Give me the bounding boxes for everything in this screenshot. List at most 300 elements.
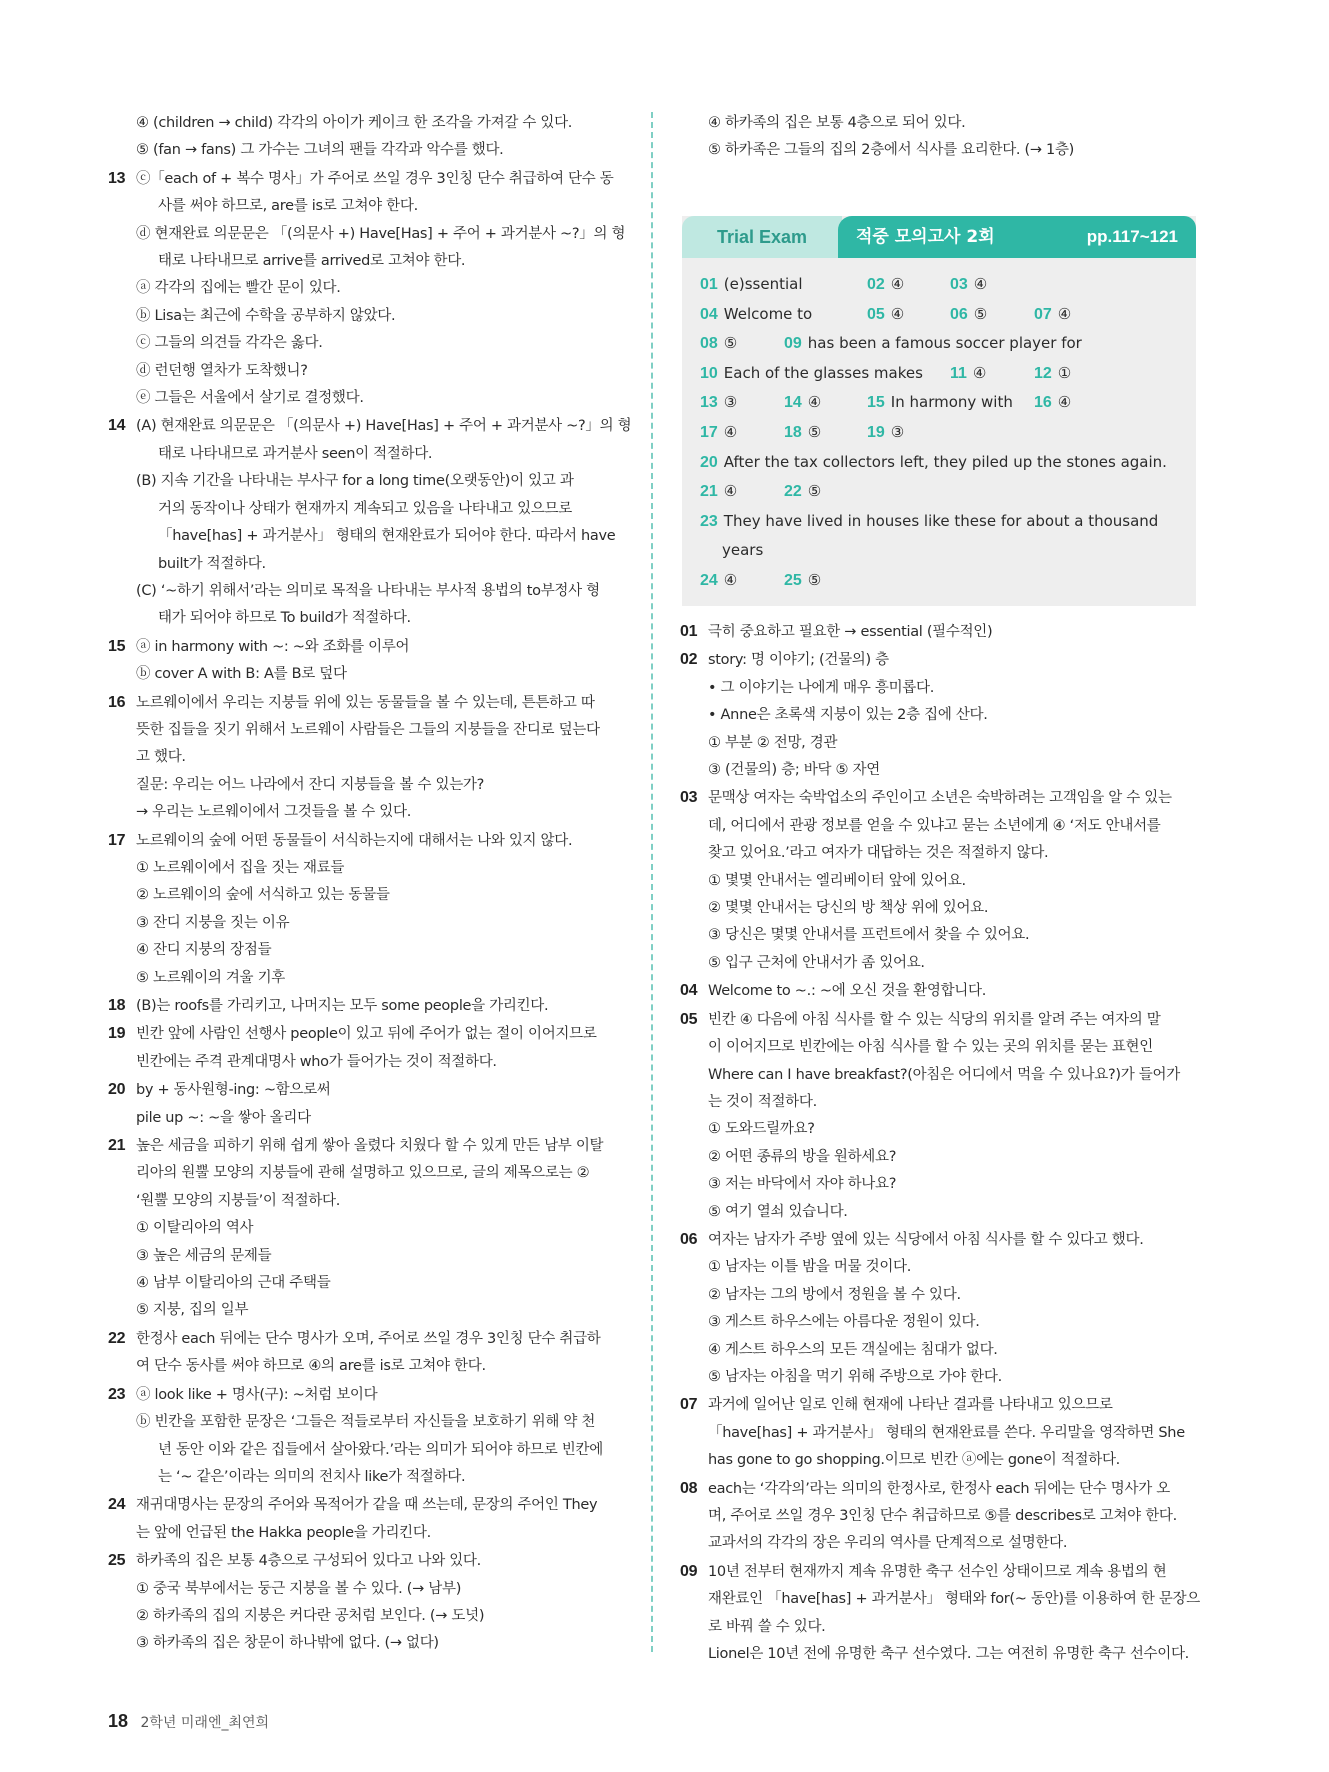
text-line bbox=[108, 799, 628, 826]
trial-exam-box bbox=[682, 216, 1196, 606]
line-text: 노르웨이의 숲에 어떤 동물들이 서식하는지에 대해서는 나와 있지 않다. bbox=[136, 832, 573, 849]
text-line bbox=[108, 1076, 628, 1104]
answer-number: 24 bbox=[700, 571, 718, 589]
answer-item bbox=[700, 536, 763, 566]
line-text: (B) 지속 기간을 나타내는 부사구 for a long time(오랫동안)이 있고 과 bbox=[136, 473, 574, 490]
answer-text: ④ bbox=[723, 422, 738, 441]
line-text: ‘원뿔 모양의 지붕들’이 적절하다. bbox=[136, 1192, 341, 1209]
text-line bbox=[108, 910, 628, 937]
answer-item bbox=[700, 507, 1158, 537]
text-line bbox=[680, 646, 1200, 674]
line-text: 재완료인 「have[has] + 과거분사」 형태와 for(~ 동안)를 이용하여 한 문장으 bbox=[708, 1591, 1201, 1608]
text-line bbox=[108, 1049, 628, 1076]
line-text: Where can I have breakfast?(아침은 어디에서 먹을 수 있나요?)가 들어가 bbox=[708, 1066, 1180, 1083]
line-text: ⑤ (fan → fans) 그 가수는 그녀의 팬들 각각과 악수를 했다. bbox=[136, 142, 504, 159]
answer-text: ④ bbox=[723, 570, 738, 589]
text-line bbox=[108, 1464, 628, 1491]
text-line bbox=[108, 689, 628, 717]
question-number: 18 bbox=[108, 997, 126, 1014]
line-text: ⓒ「each of + 복수 명사」가 주어로 쓰일 경우 3인칭 단수 취급하여 단수 동 bbox=[136, 170, 614, 187]
line-text: ⓐ look like + 명사(구): ~처럼 보이다 bbox=[136, 1386, 378, 1403]
text-line bbox=[108, 1630, 628, 1657]
answer-text: years bbox=[722, 541, 764, 560]
answer-text: ④ bbox=[972, 363, 987, 382]
answer-number: 20 bbox=[700, 453, 718, 471]
text-line bbox=[108, 855, 628, 882]
answer-item bbox=[784, 388, 821, 418]
line-text: 는 앞에 언급된 the Hakka people을 가리킨다. bbox=[136, 1524, 431, 1541]
question-number: 19 bbox=[108, 1025, 126, 1043]
line-text: 교과서의 각각의 장은 우리의 역사를 단계적으로 설명한다. bbox=[708, 1535, 1068, 1552]
line-text: (A) 현재완료 의문문은 「(의문사 +) Have[Has] + 주어 + 과거분사 ~?」의 형 bbox=[136, 418, 632, 435]
answer-text: ⑤ bbox=[807, 570, 822, 589]
text-line bbox=[108, 441, 628, 468]
line-text: 태로 나타내므로 과거분사 seen이 적절하다. bbox=[158, 445, 433, 462]
line-text: ① 몇몇 안내서는 엘리베이터 앞에 있어요. bbox=[708, 872, 966, 889]
line-text: 문맥상 여자는 숙박업소의 주인이고 소년은 숙박하려는 고객임을 알 수 있는 bbox=[708, 790, 1172, 807]
text-line bbox=[108, 1547, 628, 1575]
answer-number: 05 bbox=[867, 305, 885, 323]
line-text: Lionel은 10년 전에 유명한 축구 선수였다. 그는 여전히 유명한 축구 선수이다. bbox=[708, 1646, 1189, 1663]
text-line bbox=[680, 950, 1200, 977]
answer-item bbox=[700, 300, 812, 330]
line-text: ⑤ 하카족은 그들의 집의 2층에서 식사를 요리한다. (→ 1층) bbox=[708, 142, 1075, 159]
line-text: ⓒ 그들의 의견들 각각은 옳다. bbox=[136, 335, 323, 352]
text-line bbox=[108, 1105, 628, 1132]
line-text: ⓓ 현재완료 의문문은 「(의문사 +) Have[Has] + 주어 + 과거분사 ~?」의 형 bbox=[136, 225, 626, 242]
line-text: 이 이어지므로 빈칸에는 아침 식사를 할 수 있는 곳의 위치를 묻는 표현인 bbox=[708, 1039, 1153, 1056]
line-text: ⓑ Lisa는 최근에 수학을 공부하지 않았다. bbox=[136, 307, 396, 324]
line-text: ② 하카족의 집의 지붕은 커다란 공처럼 보인다. (→ 도넛) bbox=[136, 1607, 485, 1624]
line-text: ⓐ 각각의 집에는 빨간 문이 있다. bbox=[136, 280, 341, 297]
answer-item bbox=[700, 448, 1167, 478]
line-text: Welcome to ~.: ~에 오신 것을 환영합니다. bbox=[708, 983, 987, 1000]
answer-item bbox=[700, 566, 737, 596]
answer-number: 16 bbox=[1034, 394, 1052, 412]
text-line bbox=[108, 1188, 628, 1215]
text-line bbox=[108, 1491, 628, 1519]
text-line bbox=[108, 551, 628, 578]
line-text: ② 남자는 그의 방에서 정원을 볼 수 있다. bbox=[708, 1286, 961, 1303]
line-text: 며, 주어로 쓰일 경우 3인칭 단수 취급하므로 ⑤를 describes로 고쳐야 한다. bbox=[708, 1508, 1177, 1524]
answer-number: 25 bbox=[784, 571, 802, 589]
line-text: by + 동사원형-ing: ~함으로써 bbox=[136, 1082, 331, 1099]
answer-number: 07 bbox=[1034, 305, 1052, 323]
text-line bbox=[108, 1297, 628, 1324]
line-text: ① 남자는 이틀 밤을 머물 것이다. bbox=[708, 1259, 912, 1276]
text-line bbox=[680, 1254, 1200, 1281]
answer-row bbox=[700, 359, 1190, 389]
text-line bbox=[108, 827, 628, 855]
question-number: 09 bbox=[680, 1562, 698, 1580]
answer-number: 02 bbox=[867, 276, 885, 293]
line-text: 한정사 each 뒤에는 단수 명사가 오며, 주어로 쓰일 경우 3인칭 단수 취급하 bbox=[136, 1330, 601, 1347]
text-line bbox=[680, 110, 1074, 137]
question-number: 08 bbox=[680, 1479, 698, 1497]
answer-text: ④ bbox=[723, 482, 738, 501]
answer-text: ⑤ bbox=[973, 304, 988, 323]
answer-item bbox=[867, 300, 904, 330]
answer-row bbox=[700, 418, 1190, 448]
question-number: 20 bbox=[108, 1081, 126, 1099]
line-text: has gone to go shopping.이므로 빈칸 ⓐ에는 gone이 적절하다. bbox=[708, 1452, 1120, 1469]
line-text: ② 몇몇 안내서는 당신의 방 책상 위에 있어요. bbox=[708, 900, 989, 917]
answer-number: 10 bbox=[700, 364, 718, 382]
line-text: ③ 당신은 몇몇 안내서를 프런트에서 찾을 수 있어요. bbox=[708, 927, 1030, 944]
answer-text: ③ bbox=[890, 422, 905, 441]
line-text: ③ (건물의) 층; 바닥 ⑤ 자연 bbox=[708, 762, 880, 779]
answer-number: 04 bbox=[700, 305, 718, 323]
answer-number: 17 bbox=[700, 423, 718, 441]
line-text: 로 바꿔 쓸 수 있다. bbox=[708, 1618, 826, 1635]
trial-exam-tab: Trial Exam bbox=[682, 216, 842, 258]
answer-row bbox=[700, 388, 1190, 418]
text-line bbox=[680, 1586, 1200, 1613]
exam-title: 적중 모의고사 2회 bbox=[856, 227, 995, 247]
text-line bbox=[680, 618, 1200, 646]
text-line bbox=[108, 937, 628, 964]
answer-text: ④ bbox=[1057, 393, 1072, 412]
question-number: 16 bbox=[108, 693, 126, 711]
line-text: ③ 게스트 하우스에는 아름다운 정원이 있다. bbox=[708, 1314, 980, 1331]
line-text: → 우리는 노르웨이에서 그것들을 볼 수 있다. bbox=[136, 804, 412, 821]
line-text: 과거에 일어난 일로 인해 현재에 나타난 결과를 나타내고 있으므로 bbox=[708, 1397, 1113, 1414]
text-line bbox=[680, 1391, 1200, 1419]
answer-text: ④ bbox=[890, 275, 905, 293]
answer-text: Welcome to bbox=[723, 304, 813, 323]
text-line bbox=[680, 784, 1200, 812]
line-text: 찾고 있어요.’라고 여자가 대답하는 것은 적절하지 않다. bbox=[708, 845, 1049, 862]
text-line bbox=[108, 248, 628, 275]
text-line bbox=[108, 110, 628, 137]
line-text: 극히 중요하고 필요한 → essential (필수적인) bbox=[708, 624, 993, 640]
answer-item bbox=[784, 329, 1082, 359]
answer-row bbox=[700, 270, 1190, 300]
text-line bbox=[108, 303, 628, 330]
question-number: 13 bbox=[108, 169, 126, 187]
answer-item bbox=[700, 418, 737, 448]
line-text: 하카족의 집은 보통 4층으로 구성되어 있다고 나와 있다. bbox=[136, 1553, 481, 1570]
line-text: 거의 동작이나 상태가 현재까지 계속되고 있음을 나타내고 있으므로 bbox=[158, 500, 572, 517]
answer-text: In harmony with bbox=[890, 393, 1013, 412]
text-line bbox=[108, 965, 628, 992]
text-line bbox=[680, 1475, 1200, 1503]
text-line bbox=[680, 1420, 1200, 1447]
page-number: 18 bbox=[108, 1711, 129, 1731]
answer-number: 14 bbox=[784, 394, 802, 412]
text-line bbox=[680, 1558, 1200, 1586]
question-number: 22 bbox=[108, 1329, 126, 1347]
question-number: 05 bbox=[680, 1010, 698, 1028]
answer-item bbox=[867, 388, 1013, 418]
text-line bbox=[108, 1381, 628, 1409]
answer-item bbox=[1034, 359, 1071, 389]
text-line bbox=[108, 137, 628, 164]
text-line bbox=[680, 1199, 1200, 1226]
text-line bbox=[108, 1437, 628, 1464]
line-text: 「have[has] + 과거분사」 형태의 현재완료가 되어야 한다. 따라서 have bbox=[158, 528, 616, 545]
line-text: 여자는 남자가 주방 옆에 있는 식당에서 아침 식사를 할 수 있다고 했다. bbox=[708, 1231, 1144, 1248]
text-line bbox=[108, 221, 628, 248]
answer-number: 23 bbox=[700, 512, 718, 530]
left-column bbox=[108, 110, 632, 1658]
text-line bbox=[108, 1576, 628, 1603]
question-number: 04 bbox=[680, 982, 698, 1000]
text-line bbox=[108, 412, 632, 440]
answer-number: 19 bbox=[867, 423, 885, 441]
line-text: pile up ~: ~을 쌓아 올리다 bbox=[136, 1109, 311, 1126]
answer-number: 12 bbox=[1034, 364, 1052, 382]
question-number: 07 bbox=[680, 1396, 698, 1414]
answer-item bbox=[867, 270, 904, 300]
line-text: 사를 써야 하므로, are를 is로 고쳐야 한다. bbox=[158, 198, 418, 215]
text-line bbox=[108, 165, 628, 193]
answer-text: ⑤ bbox=[807, 422, 822, 441]
line-text: 태로 나타내므로 arrive를 arrived로 고쳐야 한다. bbox=[158, 253, 466, 270]
text-line bbox=[680, 1364, 1200, 1391]
text-line bbox=[108, 1270, 628, 1297]
question-number: 01 bbox=[680, 623, 698, 640]
line-text: ⓑ cover A with B: A를 B로 덮다 bbox=[136, 666, 347, 683]
text-line bbox=[108, 1409, 628, 1436]
text-line bbox=[680, 922, 1200, 949]
line-text: 고 했다. bbox=[136, 749, 186, 766]
line-text: ④ 남부 이탈리아의 근대 주택들 bbox=[136, 1275, 331, 1292]
line-text: 는 ‘~ 같은’이라는 의미의 전치사 like가 적절하다. bbox=[158, 1468, 466, 1485]
answer-text: ④ bbox=[890, 304, 905, 323]
text-line bbox=[680, 895, 1200, 922]
text-line bbox=[108, 1215, 628, 1242]
answer-number: 22 bbox=[784, 483, 802, 501]
line-text: 재귀대명사는 문장의 주어와 목적어가 같을 때 쓰는데, 문장의 주어인 They bbox=[136, 1497, 598, 1514]
line-text: • 그 이야기는 나에게 매우 흥미롭다. bbox=[708, 679, 935, 696]
text-line bbox=[680, 1144, 1200, 1171]
answer-number: 08 bbox=[700, 335, 718, 353]
text-line bbox=[680, 868, 1200, 895]
text-line bbox=[108, 717, 628, 744]
line-text: • Anne은 초록색 지붕이 있는 2층 집에 산다. bbox=[708, 707, 988, 724]
text-line bbox=[108, 578, 628, 605]
text-line bbox=[680, 1337, 1200, 1364]
answer-item bbox=[1034, 300, 1071, 330]
answer-row bbox=[700, 477, 1190, 507]
text-line bbox=[680, 1530, 1200, 1557]
answer-item bbox=[700, 270, 803, 300]
right-column-top bbox=[680, 110, 1074, 165]
line-text: ① 도와드릴까요? bbox=[708, 1121, 815, 1138]
line-text: story: 명 이야기; (건물의) 층 bbox=[708, 652, 889, 669]
text-line bbox=[108, 330, 628, 357]
line-text: ⑤ 지붕, 집의 일부 bbox=[136, 1302, 249, 1319]
line-text: ⓑ 빈칸을 포함한 문장은 ‘그들은 적들로부터 자신들을 보호하기 위해 약 천 bbox=[136, 1414, 596, 1431]
line-text: ④ 게스트 하우스의 모든 객실에는 침대가 없다. bbox=[708, 1341, 998, 1358]
right-column bbox=[680, 618, 1200, 1668]
text-line bbox=[108, 496, 628, 523]
line-text: ⑤ 입구 근처에 안내서가 좀 있어요. bbox=[708, 954, 925, 971]
line-text: 태가 되어야 하므로 To build가 적절하다. bbox=[158, 610, 411, 627]
question-number: 17 bbox=[108, 831, 126, 849]
answer-item bbox=[700, 329, 737, 359]
line-text: 는 것이 적절하다. bbox=[708, 1093, 817, 1110]
answer-item bbox=[950, 270, 987, 300]
line-text: ③ 하카족의 집은 창문이 하나밖에 없다. (→ 없다) bbox=[136, 1635, 439, 1652]
line-text: (C) ‘~하기 위해서’라는 의미로 목적을 나타내는 부사적 용법의 to부정사 형 bbox=[136, 582, 600, 599]
text-line bbox=[108, 468, 628, 495]
line-text: 질문: 우리는 어느 나라에서 잔디 지붕들을 볼 수 있는가? bbox=[136, 776, 485, 793]
text-line bbox=[680, 1089, 1200, 1116]
answer-number: 06 bbox=[950, 305, 968, 323]
answer-row bbox=[700, 329, 1190, 359]
text-line bbox=[680, 730, 1200, 757]
answer-item bbox=[700, 359, 923, 389]
text-line bbox=[680, 813, 1200, 840]
line-text: ⓐ in harmony with ~: ~와 조화를 이루어 bbox=[136, 638, 410, 655]
text-line bbox=[680, 675, 1200, 702]
answer-number: 11 bbox=[950, 364, 967, 382]
answer-number: 03 bbox=[950, 276, 968, 293]
line-text: ⑤ 노르웨이의 겨울 기후 bbox=[136, 969, 285, 986]
text-line bbox=[108, 1325, 628, 1353]
line-text: 뜻한 집들을 짓기 위해서 노르웨이 사람들은 그들의 지붕들을 잔디로 덮는다 bbox=[136, 721, 600, 738]
text-line bbox=[108, 193, 628, 220]
text-line bbox=[680, 1171, 1200, 1198]
text-line bbox=[108, 661, 628, 688]
text-line bbox=[680, 702, 1200, 729]
answer-text: After the tax collectors left, they piled up the stones again. bbox=[723, 452, 1167, 471]
answer-item bbox=[867, 418, 904, 448]
text-line bbox=[680, 1034, 1200, 1061]
answer-item bbox=[784, 418, 821, 448]
trial-exam-header bbox=[682, 216, 1196, 258]
answer-text: (e)ssential bbox=[723, 275, 803, 293]
answer-text: has been a famous soccer player for bbox=[807, 334, 1082, 353]
text-line bbox=[108, 275, 628, 302]
text-line bbox=[680, 977, 1200, 1005]
line-text: ① 중국 북부에서는 둥근 지붕을 볼 수 있다. (→ 남부) bbox=[136, 1580, 462, 1597]
text-line bbox=[108, 772, 628, 799]
line-text: ③ 저는 바닥에서 자야 하나요? bbox=[708, 1176, 897, 1193]
text-line bbox=[108, 358, 628, 385]
line-text: ④ 하카족의 집은 보통 4층으로 되어 있다. bbox=[708, 115, 966, 131]
line-text: 높은 세금을 피하기 위해 쉽게 쌓아 올렸다 치웠다 할 수 있게 만든 남부 이탈 bbox=[136, 1138, 604, 1155]
line-text: 빈칸 ④ 다음에 아침 식사를 할 수 있는 식당의 위치를 알려 주는 여자의 말 bbox=[708, 1011, 1161, 1028]
answer-row bbox=[700, 507, 1190, 537]
question-number: 23 bbox=[108, 1385, 126, 1403]
text-line bbox=[108, 1603, 628, 1630]
answer-item bbox=[700, 477, 737, 507]
text-line bbox=[108, 1353, 628, 1380]
text-line bbox=[680, 137, 1074, 164]
text-line bbox=[680, 1116, 1200, 1143]
line-text: ③ 잔디 지붕을 짓는 이유 bbox=[136, 914, 290, 931]
answer-number: 18 bbox=[784, 423, 802, 441]
answer-text: Each of the glasses makes bbox=[723, 363, 923, 382]
text-line bbox=[108, 992, 628, 1020]
answer-key bbox=[700, 270, 1190, 596]
answer-item bbox=[950, 300, 987, 330]
line-text: 빈칸에는 주격 관계대명사 who가 들어가는 것이 적절하다. bbox=[136, 1053, 497, 1070]
text-line bbox=[680, 1282, 1200, 1309]
answer-text: They have lived in houses like these for about a thousand bbox=[723, 511, 1159, 530]
answer-text: ⑤ bbox=[723, 334, 738, 353]
text-line bbox=[108, 1132, 628, 1160]
line-text: 「have[has] + 과거분사」 형태의 현재완료를 쓴다. 우리말을 영작하면 She bbox=[708, 1424, 1185, 1441]
text-line bbox=[108, 1020, 628, 1048]
text-line bbox=[108, 605, 628, 632]
column-divider bbox=[651, 112, 653, 1652]
question-number: 24 bbox=[108, 1496, 126, 1514]
line-text: ⑤ 여기 열쇠 있습니다. bbox=[708, 1203, 848, 1220]
line-text: ⓓ 런던행 열차가 도착했니? bbox=[136, 362, 308, 379]
question-number: 25 bbox=[108, 1552, 126, 1570]
answer-number: 01 bbox=[700, 276, 718, 293]
line-text: ① 이탈리아의 역사 bbox=[136, 1220, 254, 1237]
line-text: 빈칸 앞에 사람인 선행사 people이 있고 뒤에 주어가 없는 절이 이어지므로 bbox=[136, 1026, 597, 1043]
answer-row bbox=[700, 566, 1190, 596]
line-text: 데, 어디에서 관광 정보를 얻을 수 있냐고 묻는 소년에게 ④ ‘저도 안내서를 bbox=[708, 817, 1161, 834]
line-text: ⑤ 남자는 아침을 먹기 위해 주방으로 가야 한다. bbox=[708, 1368, 1002, 1385]
question-number: 15 bbox=[108, 637, 126, 655]
line-text: ⓔ 그들은 서울에서 살기로 결정했다. bbox=[136, 390, 364, 407]
footer-label: 2학년 미래엔_최연희 bbox=[140, 1715, 270, 1731]
page-footer bbox=[108, 1711, 269, 1732]
answer-text: ④ bbox=[807, 393, 822, 412]
answer-text: ③ bbox=[723, 393, 738, 412]
answer-row bbox=[700, 448, 1190, 478]
question-number: 03 bbox=[680, 789, 698, 807]
answer-text: ④ bbox=[1057, 304, 1072, 323]
line-text: 여 단수 동사를 써야 하므로 ④의 are를 is로 고쳐야 한다. bbox=[136, 1358, 486, 1375]
text-line bbox=[108, 1160, 628, 1187]
line-text: ① 부분 ② 전망, 경관 bbox=[708, 734, 838, 751]
text-line bbox=[680, 1503, 1200, 1530]
text-line bbox=[680, 1614, 1200, 1641]
exam-pages: pp.117~121 bbox=[1086, 227, 1178, 246]
text-line bbox=[680, 1062, 1200, 1089]
answer-number: 15 bbox=[867, 394, 885, 412]
answer-number: 09 bbox=[784, 335, 802, 353]
line-text: ③ 높은 세금의 문제들 bbox=[136, 1247, 272, 1264]
question-number: 06 bbox=[680, 1230, 698, 1248]
answer-item bbox=[950, 359, 986, 389]
text-line bbox=[108, 523, 628, 550]
line-text: ④ 잔디 지붕의 장점들 bbox=[136, 942, 272, 959]
line-text: built가 적절하다. bbox=[158, 555, 266, 572]
text-line bbox=[108, 744, 628, 771]
text-line bbox=[680, 1006, 1200, 1034]
text-line bbox=[108, 882, 628, 909]
text-line bbox=[680, 1309, 1200, 1336]
text-line bbox=[680, 1447, 1200, 1474]
text-line bbox=[108, 633, 628, 661]
answer-row bbox=[700, 300, 1190, 330]
line-text: 년 동안 이와 같은 집들에서 살아왔다.’라는 의미가 되어야 하므로 빈칸에 bbox=[158, 1441, 603, 1458]
line-text: 10년 전부터 현재까지 계속 유명한 축구 선수인 상태이므로 계속 용법의 현 bbox=[708, 1563, 1167, 1580]
answer-item bbox=[700, 388, 737, 418]
text-line bbox=[108, 1520, 628, 1547]
text-line bbox=[680, 757, 1200, 784]
question-number: 14 bbox=[108, 417, 126, 435]
answer-row bbox=[700, 536, 1190, 566]
text-line bbox=[108, 385, 628, 412]
line-text: 리아의 원뿔 모양의 지붕들에 관해 설명하고 있으므로, 글의 제목으로는 ② bbox=[136, 1165, 590, 1182]
exam-title-bar bbox=[838, 216, 1196, 258]
question-number: 02 bbox=[680, 651, 698, 669]
line-text: ④ (children → child) 각각의 아이가 케이크 한 조각을 가져갈 수 있다. bbox=[136, 115, 573, 131]
question-number: 21 bbox=[108, 1137, 126, 1155]
text-line bbox=[680, 1226, 1200, 1254]
text-line bbox=[680, 1641, 1200, 1668]
